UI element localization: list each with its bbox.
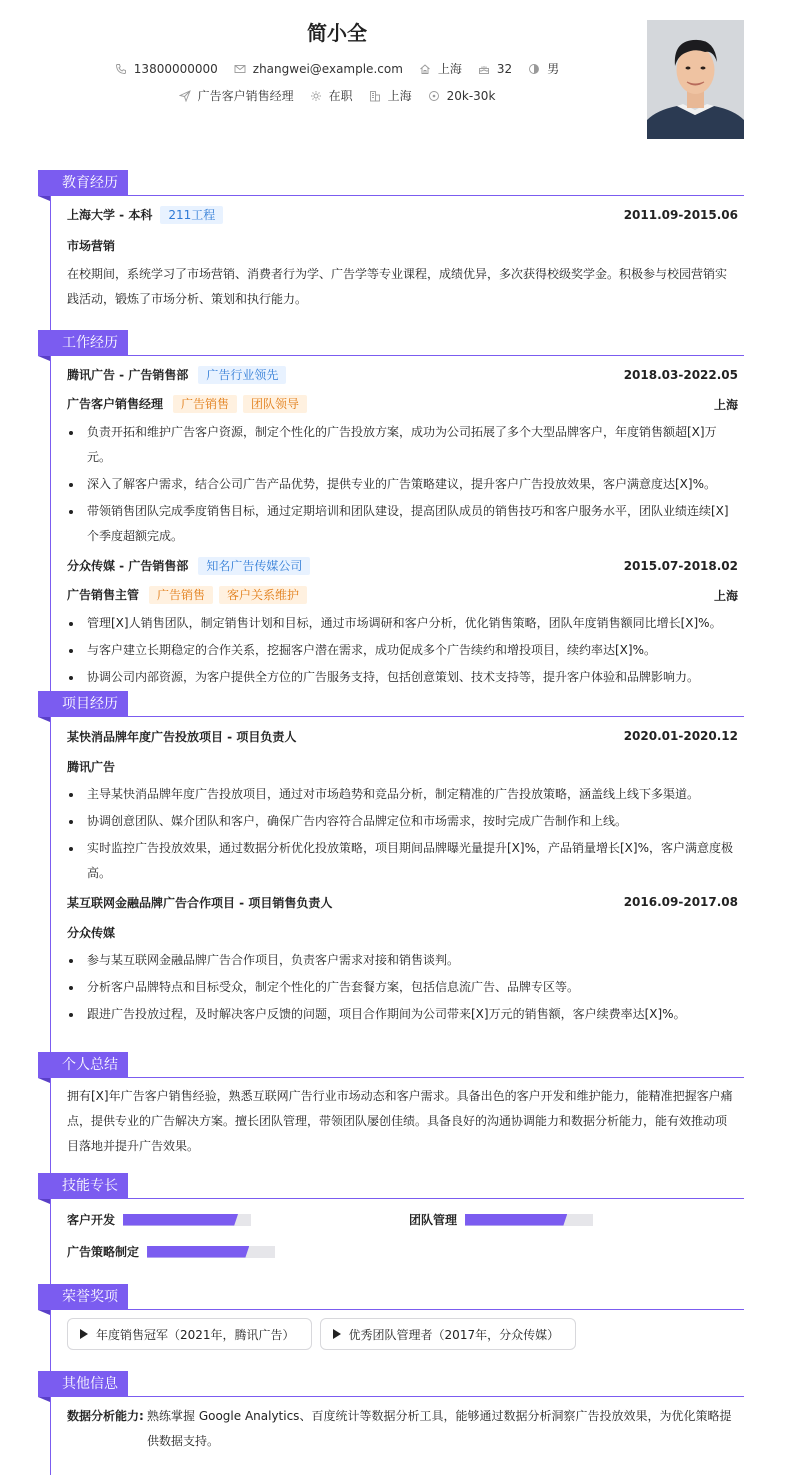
section-header: [0, 330, 794, 356]
projects-section: [0, 691, 794, 1027]
company-tag: 广告行业领先: [198, 366, 286, 384]
age-text: 32: [496, 61, 513, 76]
email-text: zhangwei@example.com: [252, 61, 403, 76]
position-text: 广告客户销售经理: [197, 89, 294, 103]
status-icon: [310, 90, 322, 102]
job-bullets: [67, 420, 738, 549]
profile-photo: [647, 20, 744, 139]
school-tag: 211工程: [160, 206, 223, 224]
education-section: [0, 170, 794, 312]
job-bullet: 负责开拓和维护广告客户资源，制定个性化的广告投放方案，成功为公司拓展了多个大型品牌客户，年度销售额超[X]万元。: [67, 420, 738, 470]
project-bullet: 协调创意团队、媒介团队和客户，确保广告内容符合品牌定位和市场需求，按时完成广告制作和上线。: [67, 809, 738, 834]
education-row: [67, 207, 738, 223]
summary-section: [0, 1052, 794, 1159]
award-item: [67, 1318, 312, 1350]
job-intent-row: [0, 87, 674, 104]
job-city: 上海: [713, 397, 738, 412]
job-company: 腾讯广告 - 广告销售部: [67, 368, 189, 382]
job-title: 广告客户销售经理: [67, 397, 164, 411]
section-title: 项目经历: [38, 691, 128, 717]
project-header: [67, 728, 738, 744]
contact-row: [0, 60, 674, 77]
project-name: 某快消品牌年度广告投放项目 - 项目负责人: [67, 729, 297, 744]
summary-text: 拥有[X]年广告客户销售经验，熟悉互联网广告行业市场动态和客户需求。具备出色的客户开发和维护能力，能精准把握客户痛点，提供专业的广告解决方案。擅长团队管理，带领团队屡创佳绩。具备良好的沟通协调能力和数据分析能力，能有效推动项目落地并提升广告效果。: [67, 1089, 733, 1153]
triangle-icon: [333, 1329, 341, 1339]
summary-body: [0, 1078, 794, 1159]
award-item: [320, 1318, 577, 1350]
job-bullet: 带领销售团队完成季度销售目标，通过定期培训和团队建设，提高团队成员的销售技巧和客户服务水平，团队业绩连续[X]个季度超额完成。: [67, 499, 738, 549]
project-bullets: [67, 782, 738, 886]
job-header: [67, 367, 738, 383]
section-header: [0, 1284, 794, 1310]
projects-body: [0, 717, 794, 1027]
section-title: 其他信息: [38, 1371, 128, 1397]
job-tag: 广告销售: [149, 586, 213, 604]
send-icon: [179, 90, 191, 102]
job-header: [67, 558, 738, 574]
email-icon: [234, 63, 246, 75]
gender-item: [528, 60, 559, 77]
project-bullet: 参与某互联网金融品牌广告合作项目，负责客户需求对接和销售谈判。: [67, 948, 738, 973]
education-school-line: [67, 206, 223, 224]
triangle-icon: [80, 1329, 88, 1339]
gender-text: 男: [547, 62, 560, 76]
salary-icon: [428, 90, 440, 102]
candidate-name: 简小全: [307, 21, 367, 45]
status-text: 在职: [328, 89, 353, 103]
building-icon: [369, 90, 381, 102]
gender-icon: [528, 63, 540, 75]
project-org: 分众传媒: [67, 926, 116, 940]
school-name: 上海大学 - 本科: [67, 208, 153, 222]
project-bullet: 分析客户品牌特点和目标受众，制定个性化的广告套餐方案，包括信息流广告、品牌专区等。: [67, 975, 738, 1000]
project-header: [67, 894, 738, 910]
home-city-item: [419, 60, 462, 77]
education-desc: 在校期间，系统学习了市场营销、消费者行为学、广告学等专业课程，成绩优异，多次获得校级奖学金。积极参与校园营销实践活动，锻炼了市场分析、策划和执行能力。: [67, 267, 728, 306]
job-city: 上海: [713, 588, 738, 603]
section-title: 个人总结: [38, 1052, 128, 1078]
skill-bar-fill: [123, 1214, 238, 1226]
other-body: [0, 1397, 794, 1454]
section-header: [0, 170, 794, 196]
job-company-line: [67, 366, 286, 384]
project-date: 2016.09-2017.08: [623, 895, 738, 909]
status-item: [310, 87, 353, 104]
skill-bar: [465, 1214, 593, 1226]
job-title-line: [67, 395, 307, 413]
company-tag: 知名广告传媒公司: [198, 557, 310, 575]
work-section: [0, 330, 794, 690]
skill-bar: [123, 1214, 251, 1226]
skills-section: [0, 1173, 794, 1287]
project-name: 某互联网金融品牌广告合作项目 - 项目销售负责人: [67, 895, 333, 910]
project-bullet: 实时监控广告投放效果，通过数据分析优化投放策略，项目期间品牌曝光量提升[X]%，产品销量增长[X]%，客户满意度极高。: [67, 836, 738, 886]
job-title-line: [67, 586, 307, 604]
project-bullets: [67, 948, 738, 1027]
section-title: 教育经历: [38, 170, 128, 196]
position-item: [179, 87, 294, 104]
home-city-text: 上海: [437, 62, 462, 76]
age-icon: [478, 63, 490, 75]
job-tag: 客户关系维护: [219, 586, 307, 604]
other-section: [0, 1371, 794, 1454]
job-bullet: 管理[X]人销售团队，制定销售计划和目标，通过市场调研和客户分析，优化销售策略，团队年度销售额同比增长[X]%。: [67, 611, 738, 636]
work-city-text: 上海: [387, 89, 412, 103]
section-header: [0, 1371, 794, 1397]
skill-item: [67, 1211, 251, 1228]
skill-item: [409, 1211, 593, 1228]
job-title: 广告销售主管: [67, 588, 140, 602]
job-bullet: 深入了解客户需求，结合公司广告产品优势，提供专业的广告策略建议，提升客户广告投放效果，客户满意度达[X]%。: [67, 472, 738, 497]
skill-item: [67, 1243, 275, 1260]
age-item: [478, 62, 512, 76]
phone-text: 13800000000: [133, 61, 218, 76]
job-tag: 团队领导: [243, 395, 307, 413]
job-title-row: [67, 587, 738, 603]
home-icon: [419, 63, 431, 75]
skills-body: [0, 1199, 794, 1287]
education-body: [0, 196, 794, 312]
section-header: [0, 1173, 794, 1199]
skill-bar-fill: [465, 1214, 567, 1226]
phone-item: [115, 62, 218, 76]
awards-body: [0, 1310, 794, 1350]
resume-header: [0, 0, 794, 160]
skill-name: 广告策略制定: [67, 1245, 140, 1259]
email-item: [234, 62, 403, 76]
skill-bar-fill: [147, 1246, 249, 1258]
section-title: 工作经历: [38, 330, 128, 356]
other-label: 数据分析能力:: [67, 1409, 144, 1423]
section-header: [0, 691, 794, 717]
project-org: 腾讯广告: [67, 760, 116, 774]
job-bullet: 协调公司内部资源，为客户提供全方位的广告服务支持，包括创意策划、技术支持等，提升客户体验和品牌影响力。: [67, 665, 738, 690]
project-bullet: 主导某快消品牌年度广告投放项目，通过对市场趋势和竞品分析，制定精准的广告投放策略，涵盖线上线下多渠道。: [67, 782, 738, 807]
skill-name: 团队管理: [409, 1213, 458, 1227]
salary-item: [428, 89, 496, 103]
work-body: [0, 356, 794, 690]
award-text: 优秀团队管理者（2017年，分众传媒）: [348, 1327, 560, 1342]
phone-icon: [115, 63, 127, 75]
job-title-row: [67, 396, 738, 412]
awards-section: [0, 1284, 794, 1350]
award-text: 年度销售冠军（2021年，腾讯广告）: [96, 1327, 295, 1342]
job-bullet: 与客户建立长期稳定的合作关系，挖掘客户潜在需求，成功促成多个广告续约和增投项目，续约率达[X]%。: [67, 638, 738, 663]
other-text: 熟练掌握 Google Analytics、百度统计等数据分析工具，能够通过数据分析洞察广告投放效果，为优化策略提供数据支持。: [147, 1409, 732, 1448]
salary-text: 20k-30k: [446, 88, 496, 103]
job-company-line: [67, 557, 310, 575]
job-date: 2015.07-2018.02: [623, 559, 738, 573]
skill-name: 客户开发: [67, 1213, 116, 1227]
skill-bar: [147, 1246, 275, 1258]
job-bullets: [67, 611, 738, 690]
job-tag: 广告销售: [173, 395, 237, 413]
section-title: 技能专长: [38, 1173, 128, 1199]
education-date: 2011.09-2015.06: [623, 208, 738, 222]
project-date: 2020.01-2020.12: [623, 729, 738, 743]
section-header: [0, 1052, 794, 1078]
project-bullet: 跟进广告投放过程，及时解决客户反馈的问题，项目合作期间为公司带来[X]万元的销售额，客户续费率达[X]%。: [67, 1002, 738, 1027]
major: 市场营销: [67, 239, 116, 253]
job-company: 分众传媒 - 广告销售部: [67, 559, 189, 573]
section-title: 荣誉奖项: [38, 1284, 128, 1310]
job-date: 2018.03-2022.05: [623, 368, 738, 382]
work-city-item: [369, 87, 412, 104]
